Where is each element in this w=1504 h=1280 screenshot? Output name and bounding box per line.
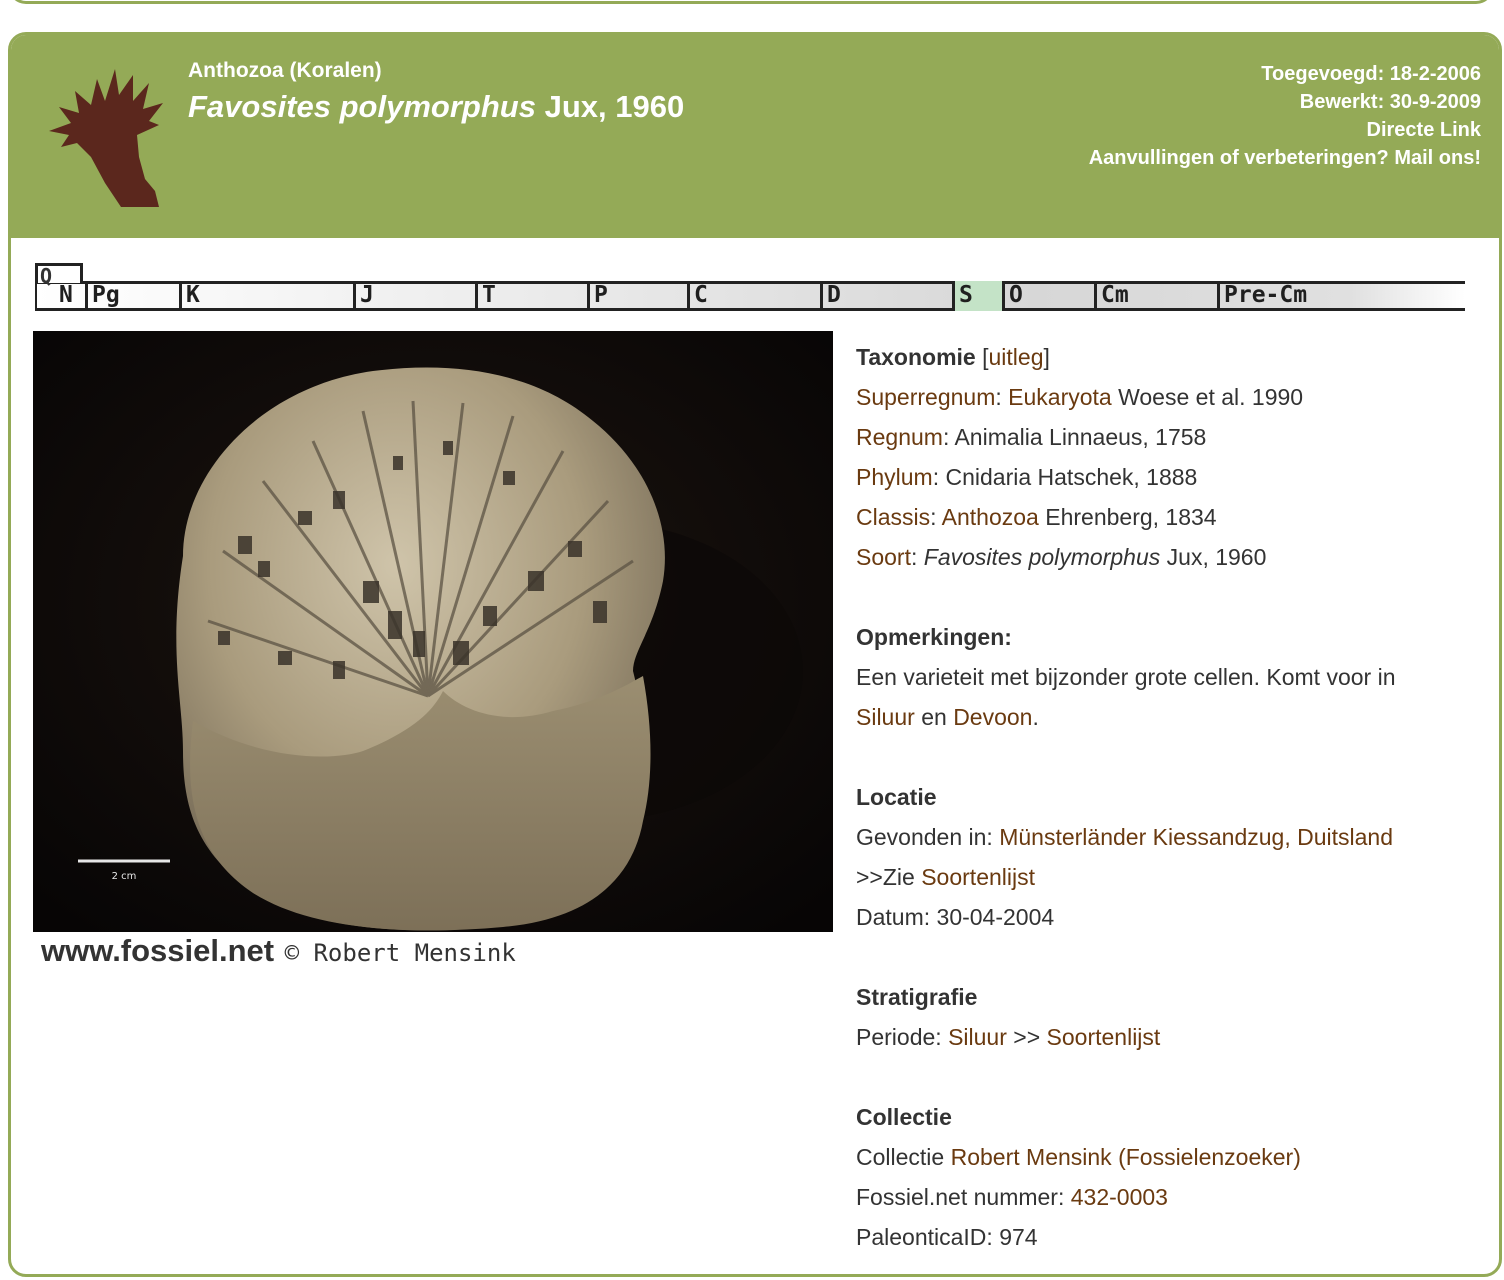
devoon-link[interactable]: Devoon	[953, 704, 1033, 730]
collection-row	[856, 1137, 1496, 1177]
superregnum-label-link[interactable]: Superregnum	[856, 384, 996, 410]
see-prefix: >>Zie	[856, 864, 915, 890]
scale-bar-label: 2 cm	[111, 871, 137, 882]
classis-author: Ehrenberg, 1834	[1045, 504, 1217, 530]
period-link[interactable]: Siluur	[948, 1024, 1007, 1050]
collection-heading: Collectie	[856, 1104, 952, 1130]
timeline-period-o[interactable]: O	[1002, 281, 1094, 311]
species-title	[188, 85, 684, 129]
photo-credit	[41, 933, 516, 973]
remarks-heading: Opmerkingen:	[856, 624, 1012, 650]
soort-value: Favosites polymorphus	[923, 544, 1161, 570]
soort-author: Jux, 1960	[1166, 544, 1267, 570]
siluur-link[interactable]: Siluur	[856, 704, 915, 730]
species-name: Favosites polymorphus	[188, 89, 536, 124]
header-title-block	[188, 59, 684, 129]
classis-value-link[interactable]: Anthozoa	[941, 504, 1039, 530]
regnum-value: Animalia Linnaeus, 1758	[954, 424, 1207, 450]
phylum-value: Cnidaria Hatschek, 1888	[945, 464, 1198, 490]
species-author: Jux, 1960	[544, 89, 685, 124]
superregnum-row: Superregnum: Eukaryota Woese et al. 1990	[856, 384, 1304, 410]
fossil-photo[interactable]	[33, 331, 833, 932]
number-row	[856, 1177, 1496, 1217]
superregnum-value-link[interactable]: Eukaryota	[1008, 384, 1112, 410]
found-row	[856, 817, 1496, 857]
fossil-card	[8, 32, 1502, 1277]
remarks-text: Een varieteit met bijzonder grote cellen. Komt voor in Siluur en Devoon.	[856, 664, 1396, 730]
timeline-period-q[interactable]: Q	[35, 263, 83, 283]
stratigraphy-heading: Stratigrafie	[856, 984, 978, 1010]
timeline-period-pg[interactable]: Pg	[85, 281, 177, 311]
number-label: Fossiel.net nummer:	[856, 1184, 1065, 1210]
location-date: Datum: 30-04-2004	[856, 904, 1055, 930]
info-panel	[856, 337, 1496, 1257]
soort-label-link[interactable]: Soort	[856, 544, 911, 570]
location-link[interactable]: Münsterländer Kiessandzug, Duitsland	[999, 824, 1393, 850]
location-heading: Locatie	[856, 784, 937, 810]
timeline-period-c[interactable]: C	[687, 281, 820, 311]
see-row	[856, 857, 1496, 897]
classis-row: Classis: Anthozoa Ehrenberg, 1834	[856, 504, 1217, 530]
period-label: Periode:	[856, 1024, 942, 1050]
timeline-period-j[interactable]: J	[353, 281, 475, 311]
explain-link[interactable]: uitleg	[988, 344, 1044, 370]
card-header	[11, 35, 1499, 238]
period-species-list-link[interactable]: Soortenlijst	[1046, 1024, 1161, 1050]
timeline-period-s[interactable]: S	[952, 281, 1002, 311]
timeline-period-k[interactable]: K	[179, 281, 353, 311]
superregnum-author: Woese et al. 1990	[1118, 384, 1304, 410]
credit-site: www.fossiel.net	[41, 933, 275, 968]
number-link[interactable]: 432-0003	[1070, 1184, 1168, 1210]
direct-link[interactable]: Directe Link	[1366, 119, 1481, 141]
found-label: Gevonden in:	[856, 824, 993, 850]
timeline-period-p[interactable]: P	[587, 281, 687, 311]
timeline-period-n[interactable]: N	[59, 282, 73, 308]
feedback-link[interactable]: Aanvullingen of verbeteringen? Mail ons!	[1088, 147, 1481, 169]
added-date: Toegevoegd: 18-2-2006	[1261, 63, 1481, 85]
taxonomy-heading-row: Taxonomie [uitleg]	[856, 344, 1050, 370]
previous-card-frame	[8, 0, 1494, 4]
paleontica-id: PaleonticaID: 974	[856, 1224, 1038, 1250]
timeline-period-d[interactable]: D	[820, 281, 952, 311]
timeline-period-pre-cm[interactable]: Pre-Cm	[1217, 281, 1465, 311]
location-species-list-link[interactable]: Soortenlijst	[921, 864, 1035, 890]
coral-logo-icon	[41, 61, 167, 207]
regnum-label-link[interactable]: Regnum	[856, 424, 943, 450]
regnum-row: Regnum: Animalia Linnaeus, 1758	[856, 424, 1207, 450]
timeline-period-cm[interactable]: Cm	[1094, 281, 1217, 311]
remarks-text-2: en	[921, 704, 947, 730]
period-separator: >>	[1013, 1024, 1041, 1050]
credit-author: © Robert Mensink	[284, 939, 516, 967]
geologic-timeline	[35, 263, 1465, 319]
collection-label: Collectie	[856, 1144, 945, 1170]
collector-link[interactable]: Robert Mensink (Fossielenzoeker)	[950, 1144, 1301, 1170]
classis-label-link[interactable]: Classis	[856, 504, 931, 530]
header-meta	[1089, 60, 1481, 172]
soort-row: Soort: Favosites polymorphus Jux, 1960	[856, 544, 1267, 570]
remarks-text-1: Een varieteit met bijzonder grote cellen. Komt voor in	[856, 664, 1396, 690]
phylum-row: Phylum: Cnidaria Hatschek, 1888	[856, 464, 1198, 490]
group-name: Anthozoa (Koralen)	[188, 59, 382, 82]
taxonomy-heading: Taxonomie	[856, 344, 976, 370]
phylum-label-link[interactable]: Phylum	[856, 464, 933, 490]
edited-date: Bewerkt: 30-9-2009	[1299, 91, 1481, 113]
period-row	[856, 1017, 1496, 1057]
timeline-period-t[interactable]: T	[475, 281, 587, 311]
